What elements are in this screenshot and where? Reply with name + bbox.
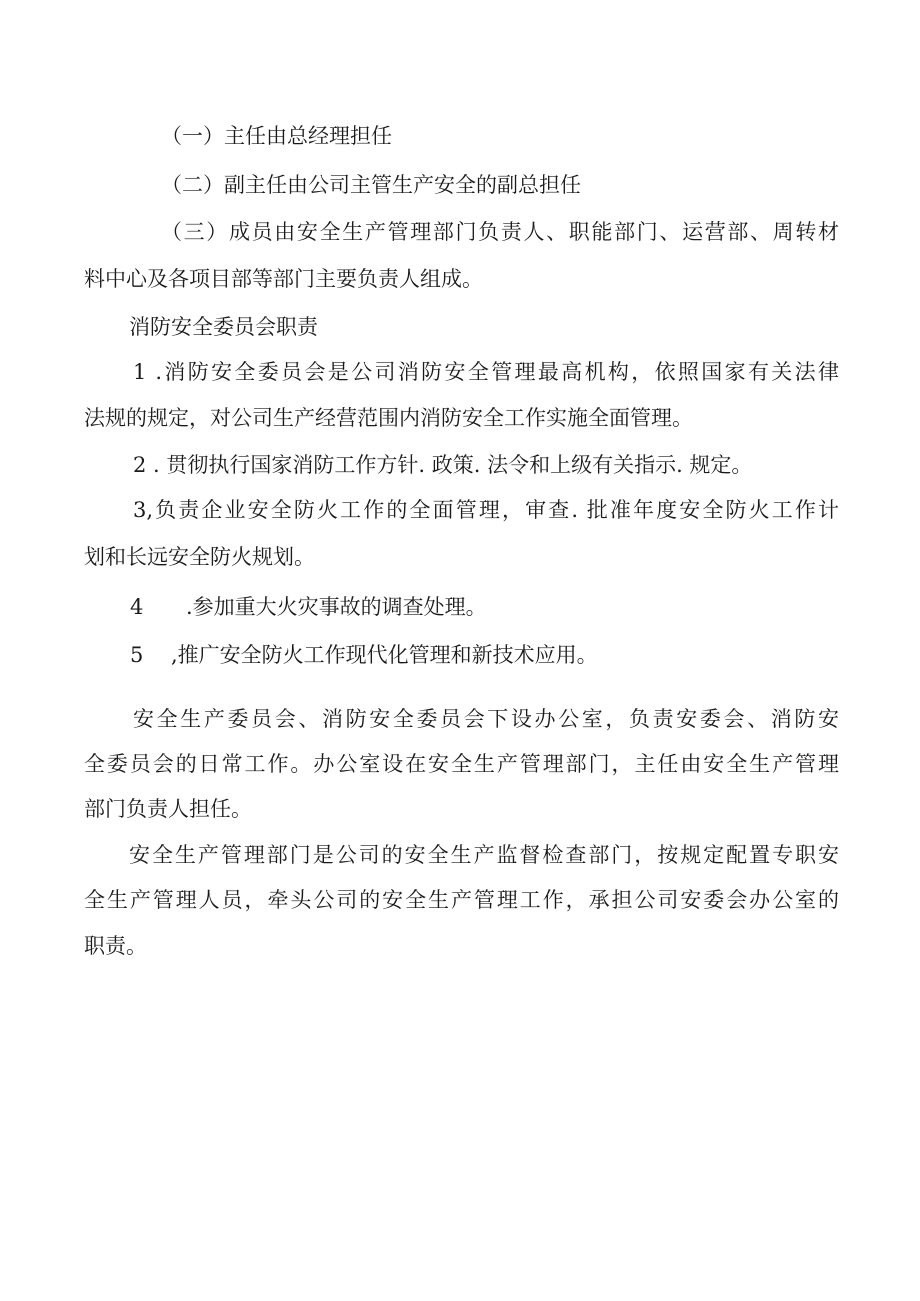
duty-item-1-line-2: 法规的规定，对公司生产经营范围内消防安全工作实施全面管理。 [84,406,693,430]
duty-item-3-line-2: 划和长远安全防火规划。 [84,545,315,569]
duty-item-1-line-1: 1 .消防安全委员会是公司消防安全管理最高机构，依照国家有关法律 [133,360,839,384]
duty-item-2: 2 . 贯彻执行国家消防工作方针. 政策. 法令和上级有关指示. 规定。 [133,453,753,477]
duty-item-4-text: .参加重大火灾事故的调查处理。 [186,595,487,619]
office-paragraph-line-3: 部门负责人担任。 [84,797,252,821]
committee-members-line-2: 料中心及各项目部等部门主要负责人组成。 [84,267,483,291]
dept-paragraph-line-2: 全生产管理人员，牵头公司的安全生产管理工作，承担公司安委会办公室的 [84,888,839,912]
duty-item-5-text: ,推广安全防火工作现代化管理和新技术应用。 [171,643,598,667]
committee-members-line-1: （三）成员由安全生产管理部门负责人、职能部门、运营部、周转材 [161,220,839,244]
committee-deputy-line: （二）副主任由公司主管生产安全的副总担任 [161,173,581,197]
office-paragraph-line-1: 安全生产委员会、消防安全委员会下设办公室，负责安委会、消防安 [133,707,839,731]
duty-item-4-number: 4 [130,595,144,619]
section-heading: 消防安全委员会职责 [129,315,318,339]
dept-paragraph-line-3: 职责。 [84,934,147,958]
committee-director-line: （一）主任由总经理担任 [161,124,392,148]
office-paragraph-line-2: 全委员会的日常工作。办公室设在安全生产管理部门，主任由安全生产管理 [84,752,839,776]
dept-paragraph-line-1: 安全生产管理部门是公司的安全生产监督检查部门，按规定配置专职安 [129,843,839,867]
duty-item-3-line-1: 3,负责企业安全防火工作的全面管理，审查. 批准年度安全防火工作计 [133,498,839,522]
duty-item-5-number: 5 [130,643,144,667]
